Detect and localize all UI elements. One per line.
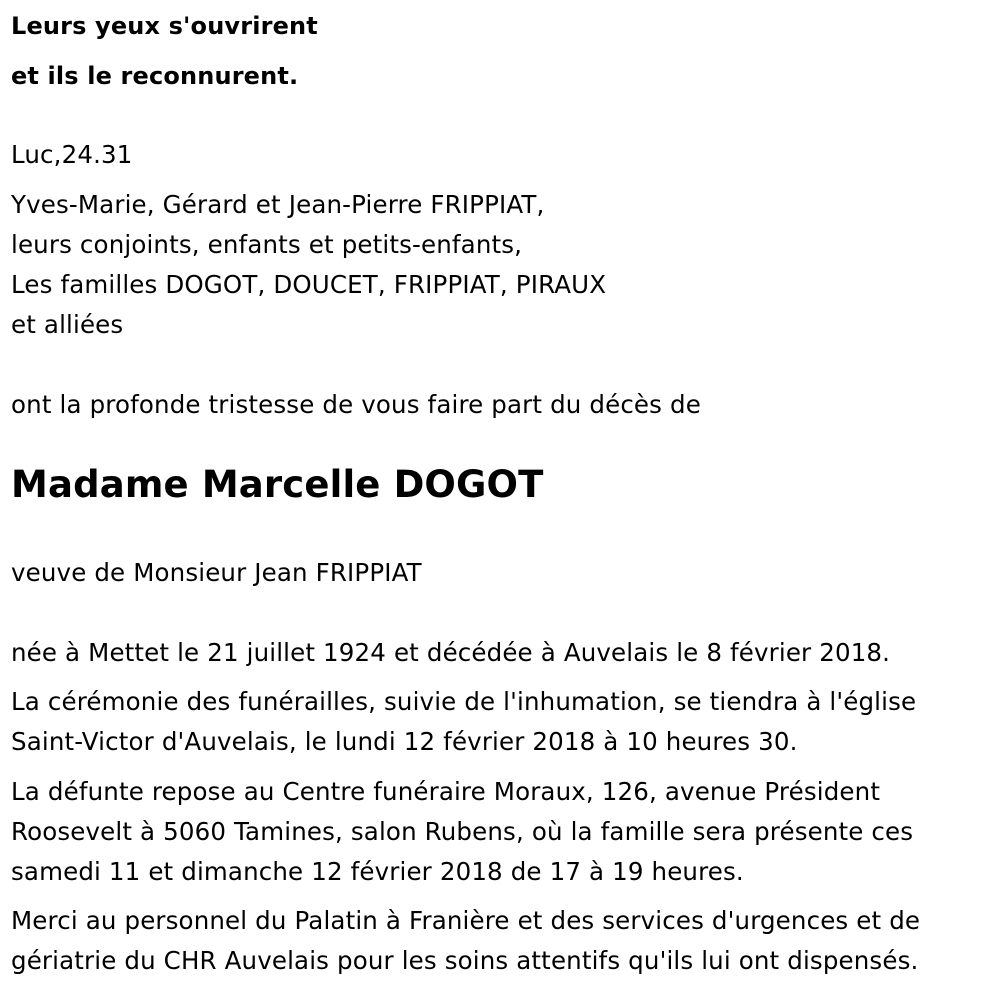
viewing-line-1: La défunte repose au Centre funéraire Moraux, 126, avenue Président [11, 777, 881, 806]
family-line-1: Yves-Marie, Gérard et Jean-Pierre FRIPPIAT, [11, 190, 545, 219]
viewing-line-2: Roosevelt à 5060 Tamines, salon Rubens, où la famille sera présente ces [11, 817, 914, 846]
birth-death-text: née à Mettet le 21 juillet 1924 et décédée à Auvelais le 8 février 2018. [11, 638, 891, 667]
family-line-4: et alliées [11, 310, 124, 339]
verse-line-1: Leurs yeux s'ouvrirent [11, 12, 318, 40]
thanks-line-2: gériatrie du CHR Auvelais pour les soins attentifs qu'ils lui ont dispensés. [11, 946, 919, 975]
ceremony-line-1: La cérémonie des funérailles, suivie de l'inhumation, se tiendra à l'église [11, 687, 917, 716]
deceased-name: Madame Marcelle DOGOT [11, 463, 544, 506]
spouse-text: veuve de Monsieur Jean FRIPPIAT [11, 558, 422, 587]
thanks-line-1: Merci au personnel du Palatin à Franière et des services d'urgences et de [11, 906, 921, 935]
ceremony-line-2: Saint-Victor d'Auvelais, le lundi 12 février 2018 à 10 heures 30. [11, 727, 798, 756]
verse-line-2: et ils le reconnurent. [11, 62, 299, 90]
family-line-2: leurs conjoints, enfants et petits-enfants, [11, 230, 523, 259]
announcement-text: ont la profonde tristesse de vous faire part du décès de [11, 390, 701, 419]
family-line-3: Les familles DOGOT, DOUCET, FRIPPIAT, PIRAUX [11, 270, 607, 299]
viewing-line-3: samedi 11 et dimanche 12 février 2018 de 17 à 19 heures. [11, 857, 744, 886]
verse-reference: Luc,24.31 [11, 140, 133, 169]
